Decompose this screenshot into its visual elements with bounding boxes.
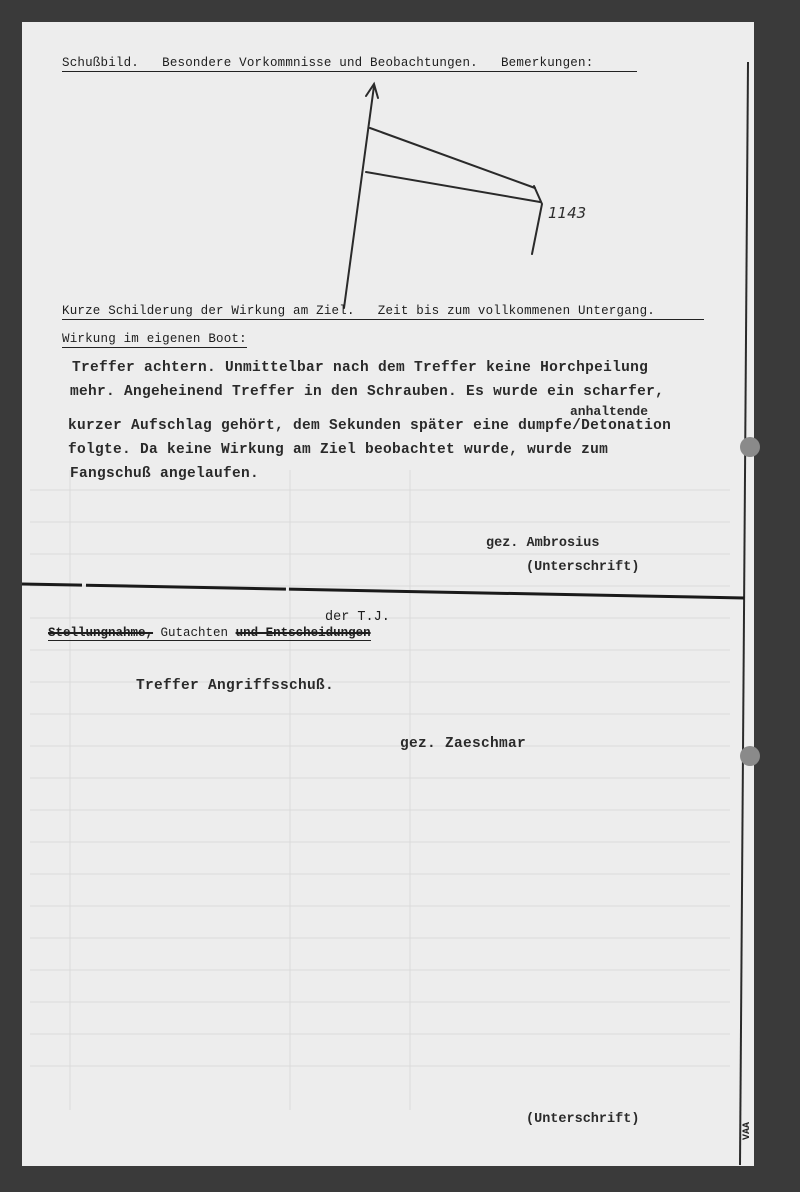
report-line-5: Fangschuß angelaufen.: [70, 466, 260, 482]
effect-title: Kurze Schilderung der Wirkung am Ziel.: [62, 304, 355, 318]
effect-header-row: [62, 304, 704, 320]
gutachten-word: Gutachten: [160, 626, 229, 640]
header-row: [62, 56, 637, 72]
struck-text-2: und Entscheidungen: [235, 626, 371, 640]
sinking-time: Zeit bis zum vollkommenen Untergang.: [377, 304, 656, 318]
own-boat-title: Wirkung im eigenen Boot:: [62, 332, 247, 346]
signature-ambrosius: gez. Ambrosius: [486, 536, 600, 551]
struck-text-1: Stellungnahme,: [48, 626, 154, 640]
report-line-4: folgte. Da keine Wirkung am Ziel beobachtet wurde, wurde zum: [68, 442, 609, 458]
gutachten-header: [48, 626, 371, 641]
binder-hole-bottom: [740, 746, 760, 766]
report-line-1: Treffer achtern. Unmittelbar nach dem Treffer keine Horchpeilung: [72, 360, 649, 376]
sketch-label: 1143: [548, 204, 587, 222]
gutachten-insert: der T.J.: [325, 610, 390, 625]
binder-hole-top: [740, 437, 760, 457]
torpedo-sketch: [330, 78, 590, 318]
margin-mark: VAA: [742, 1121, 753, 1140]
gutachten-verdict: Treffer Angriffsschuß.: [136, 678, 335, 694]
header-schussbild: Schußbild.: [62, 56, 140, 70]
report-line-3: kurzer Aufschlag gehört, dem Sekunden später eine dumpfe/Detonation: [68, 418, 672, 434]
header-bemerkungen: Bemerkungen:: [500, 56, 594, 70]
signature-caption-2: (Unterschrift): [526, 1112, 640, 1127]
report-insert: anhaltende: [570, 404, 649, 419]
header-vorkommnisse: Besondere Vorkommnisse und Beobachtungen.: [162, 56, 478, 70]
signature-zaeschmar: gez. Zaeschmar: [400, 736, 527, 752]
signature-caption-1: (Unterschrift): [526, 560, 640, 575]
report-line-2: mehr. Angeheinend Treffer in den Schrauben. Es wurde ein scharfer,: [70, 384, 665, 400]
